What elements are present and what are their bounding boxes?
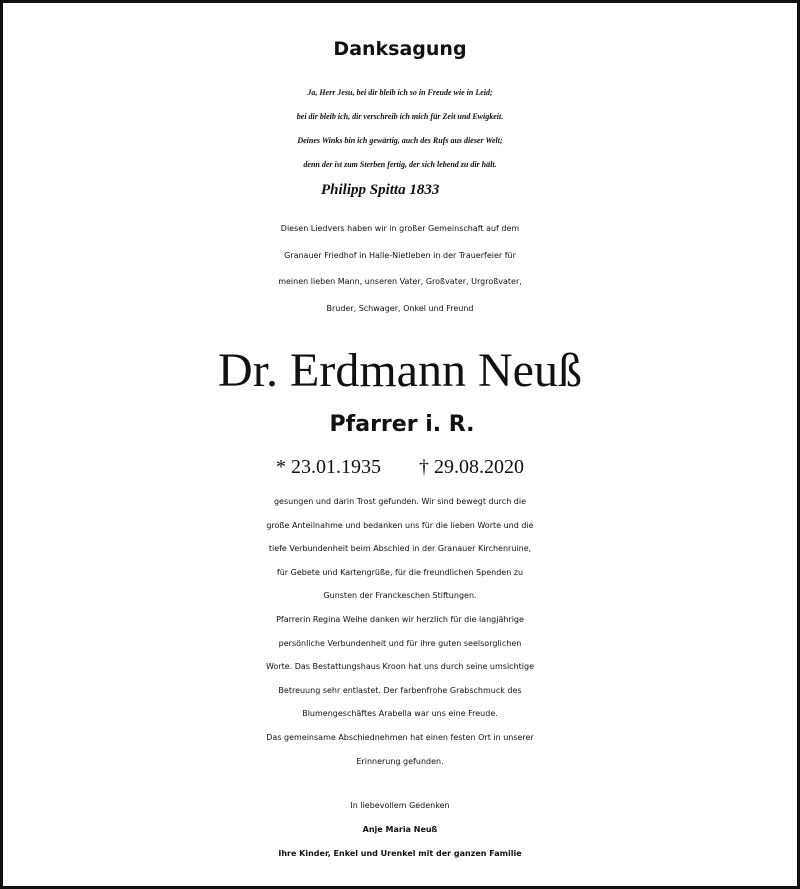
death-date: † 29.08.2020 xyxy=(419,456,524,478)
verse-line: bei dir bleib ich, dir verschreib ich mich für Zeit und Ewigkeit. xyxy=(296,112,504,121)
intro-line: Granauer Friedhof in Halle-Nietleben in der Trauerfeier für xyxy=(284,250,516,260)
body-line: Pfarrerin Regina Weihe danken wir herzlich für die langjährige xyxy=(276,614,524,624)
closing-block xyxy=(3,794,797,866)
body-line: Worte. Das Bestattungshaus Kroon hat uns durch seine umsichtige xyxy=(265,662,535,672)
body-line: gesungen und darin Trost gefunden. Wir sind bewegt durch die xyxy=(273,497,527,506)
body-line: persönliche Verbundenheit und für ihre guten seelsorglichen xyxy=(278,638,522,648)
intro-line: meinen lieben Mann, unseren Vater, Großvater, Urgroßvater, xyxy=(278,277,522,286)
hymn-verse xyxy=(3,81,797,177)
verse-line: Deines Winks bin ich gewärtig, auch des Rufs aus dieser Welt; xyxy=(297,136,503,145)
body-line: Betreuung sehr entlastet. Der farbenfrohe Grabschmuck des xyxy=(278,685,522,695)
body-line: Gunsten der Franckeschen Stiftungen. xyxy=(323,591,477,601)
closing-phrase: In liebevollem Gedenken xyxy=(350,801,450,810)
verse-author: Philipp Spitta 1833 xyxy=(321,182,440,198)
body-line: Blumengeschäftes Arabella war uns eine Freude. xyxy=(302,709,498,719)
thanks-paragraph xyxy=(3,490,797,773)
notice-heading: Danksagung xyxy=(333,38,467,60)
life-dates xyxy=(3,453,797,481)
deceased-name: Dr. Erdmann Neuß xyxy=(218,344,582,397)
verse-line: Ja, Herr Jesu, bei dir bleib ich so in Freude wie in Leid; xyxy=(307,88,493,97)
intro-line: Diesen Liedvers haben wir in großer Gemeinschaft auf dem xyxy=(280,224,520,233)
body-line: Erinnerung gefunden. xyxy=(356,756,444,766)
body-line: Das gemeinsame Abschiednehmen hat einen festen Ort in unserer xyxy=(266,732,534,742)
deceased-title: Pfarrer i. R. xyxy=(329,412,475,437)
body-line: große Anteilnahme und bedanken uns für die lieben Worte und die xyxy=(266,520,534,530)
family-line: Ihre Kinder, Enkel und Urenkel mit der ganzen Familie xyxy=(278,849,522,858)
intro-paragraph xyxy=(3,216,797,322)
body-line: tiefe Verbundenheit beim Abschied in der Granauer Kirchenruine, xyxy=(268,544,532,554)
signer-name: Anje Maria Neuß xyxy=(362,825,438,834)
body-line: für Gebete und Kartengrüße, für die freundlichen Spenden zu xyxy=(276,567,524,577)
intro-line: Bruder, Schwager, Onkel und Freund xyxy=(326,303,474,313)
verse-line: denn der ist zum Sterben fertig, der sich lebend zu dir hält. xyxy=(303,160,497,169)
birth-date: * 23.01.1935 xyxy=(276,456,381,478)
